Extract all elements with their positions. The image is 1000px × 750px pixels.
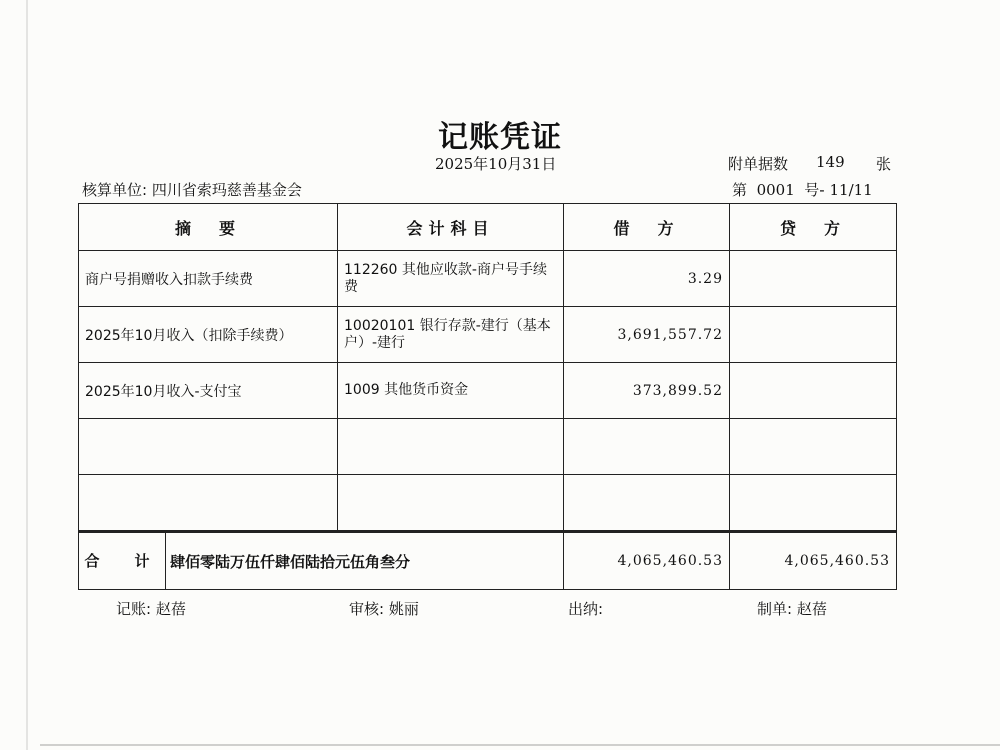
header-account: 会计科目 — [338, 204, 564, 251]
entry-credit — [730, 307, 897, 363]
voucher-sequence: 11/11 — [829, 181, 873, 199]
scan-edge-bottom — [40, 744, 1000, 746]
entry-debit: 373,899.52 — [564, 363, 730, 419]
signature-bookkeeper: 记账: 赵蓓 — [116, 600, 186, 618]
entry-summary: 2025年10月收入（扣除手续费） — [79, 307, 338, 363]
entry-credit — [730, 363, 897, 419]
table-header — [79, 204, 897, 251]
total-debit: 4,065,460.53 — [564, 532, 730, 590]
entry-account — [338, 419, 564, 475]
total-cell — [79, 532, 564, 590]
entry-debit: 3.29 — [564, 251, 730, 307]
entry-account — [338, 475, 564, 532]
header-credit: 贷 方 — [730, 204, 897, 251]
voucher-table — [78, 203, 897, 590]
voucher-number — [732, 179, 873, 200]
voucher-date: 2025年10月31日 — [435, 155, 557, 173]
table-row — [79, 475, 897, 532]
attachment-label: 附单据数 — [728, 155, 789, 173]
total-label: 合 计 — [79, 533, 166, 589]
attachment-number: 149 — [816, 153, 845, 171]
entry-account: 112260 其他应收款-商户号手续费 — [338, 251, 564, 307]
voucher-number-suffix: 号- — [804, 181, 825, 199]
entry-summary: 商户号捐赠收入扣款手续费 — [79, 251, 338, 307]
table-row — [79, 363, 897, 419]
entry-credit — [730, 251, 897, 307]
entry-debit — [564, 475, 730, 532]
voucher-number-prefix: 第 — [732, 181, 748, 199]
attachment-count — [728, 153, 892, 174]
total-amount-in-words: 肆佰零陆万伍仟肆佰陆拾元伍角叁分 — [170, 552, 411, 571]
entry-account: 1009 其他货币资金 — [338, 363, 564, 419]
entry-debit — [564, 419, 730, 475]
voucher-title: 记账凭证 — [438, 120, 562, 155]
accounting-unit-label: 核算单位: — [82, 181, 148, 199]
header-summary: 摘 要 — [79, 204, 338, 251]
entry-summary: 2025年10月收入-支付宝 — [79, 363, 338, 419]
total-row — [79, 532, 897, 590]
entry-credit — [730, 475, 897, 532]
table-row — [79, 251, 897, 307]
entry-summary — [79, 419, 338, 475]
entry-credit — [730, 419, 897, 475]
table-row — [79, 419, 897, 475]
signature-preparer: 制单: 赵蓓 — [757, 600, 827, 618]
total-credit: 4,065,460.53 — [730, 532, 897, 590]
voucher-number-value: 0001 — [756, 181, 795, 199]
accounting-unit — [82, 179, 302, 200]
signature-cashier: 出纳: — [568, 600, 604, 618]
header-debit: 借 方 — [564, 204, 730, 251]
entry-debit: 3,691,557.72 — [564, 307, 730, 363]
signature-reviewer: 审核: 姚丽 — [349, 600, 419, 618]
entry-summary — [79, 475, 338, 532]
attachment-unit: 张 — [876, 155, 892, 173]
table-row — [79, 307, 897, 363]
accounting-unit-value: 四川省索玛慈善基金会 — [151, 181, 302, 199]
entry-account: 10020101 银行存款-建行（基本户）-建行 — [338, 307, 564, 363]
